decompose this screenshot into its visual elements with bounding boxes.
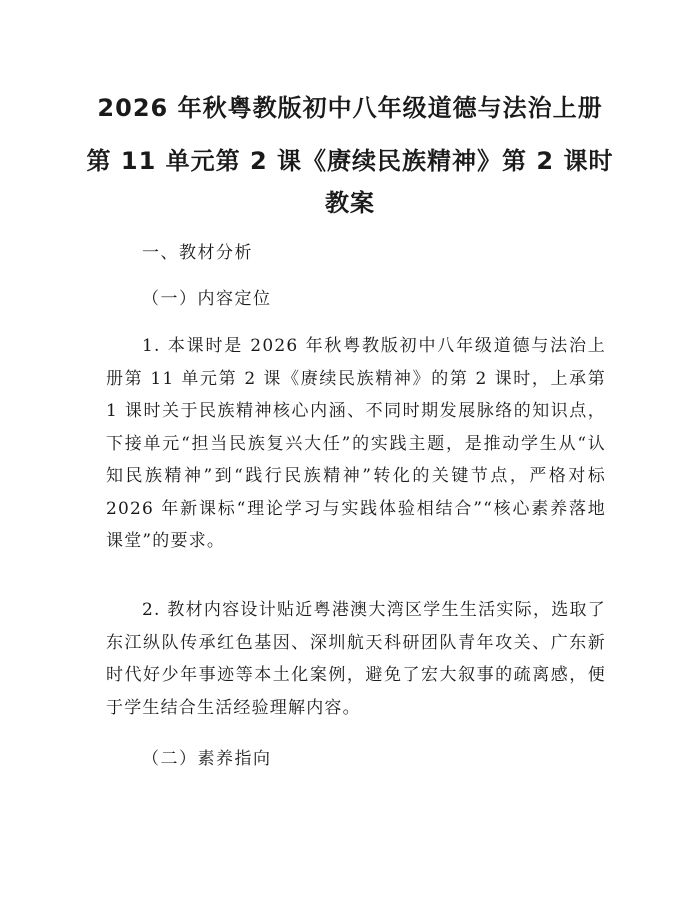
- subsection-heading-content-positioning: （一）内容定位: [142, 289, 272, 309]
- section-heading-material-analysis: 一、教材分析: [142, 243, 253, 263]
- document-title-line-2: 第 11 单元第 2 课《赓续民族精神》第 2 课时: [86, 147, 614, 175]
- document-title-line-1: 2026 年秋粤教版初中八年级道德与法治上册: [97, 94, 603, 122]
- body-paragraph-2: 2. 教材内容设计贴近粤港澳大湾区学生生活实际，选取了东江纵队传承红色基因、深圳航天科研团队青年攻关、广东新时代好少年事迹等本土化案例，避免了宏大叙事的疏离感，便于学生结合生活经验理解内容。: [106, 600, 606, 718]
- body-paragraph-1: 1. 本课时是 2026 年秋粤教版初中八年级道德与法治上册第 11 单元第 2 课《赓续民族精神》的第 2 课时，上承第 1 课时关于民族精神核心内涵、不同时期发展脉络的知识点，下接单元“担当民族复兴大任”的实践主题，是推动学生从“认知民族精神”到“践行民族精神”转化的关键节点，严格对标 2026 年新课标“理论学习与实践体验相结合”“核心素养落地课堂”的要求。: [106, 336, 606, 551]
- subsection-heading-literacy-orientation: （二）素养指向: [142, 749, 272, 769]
- document-title-line-3: 教案: [325, 189, 375, 217]
